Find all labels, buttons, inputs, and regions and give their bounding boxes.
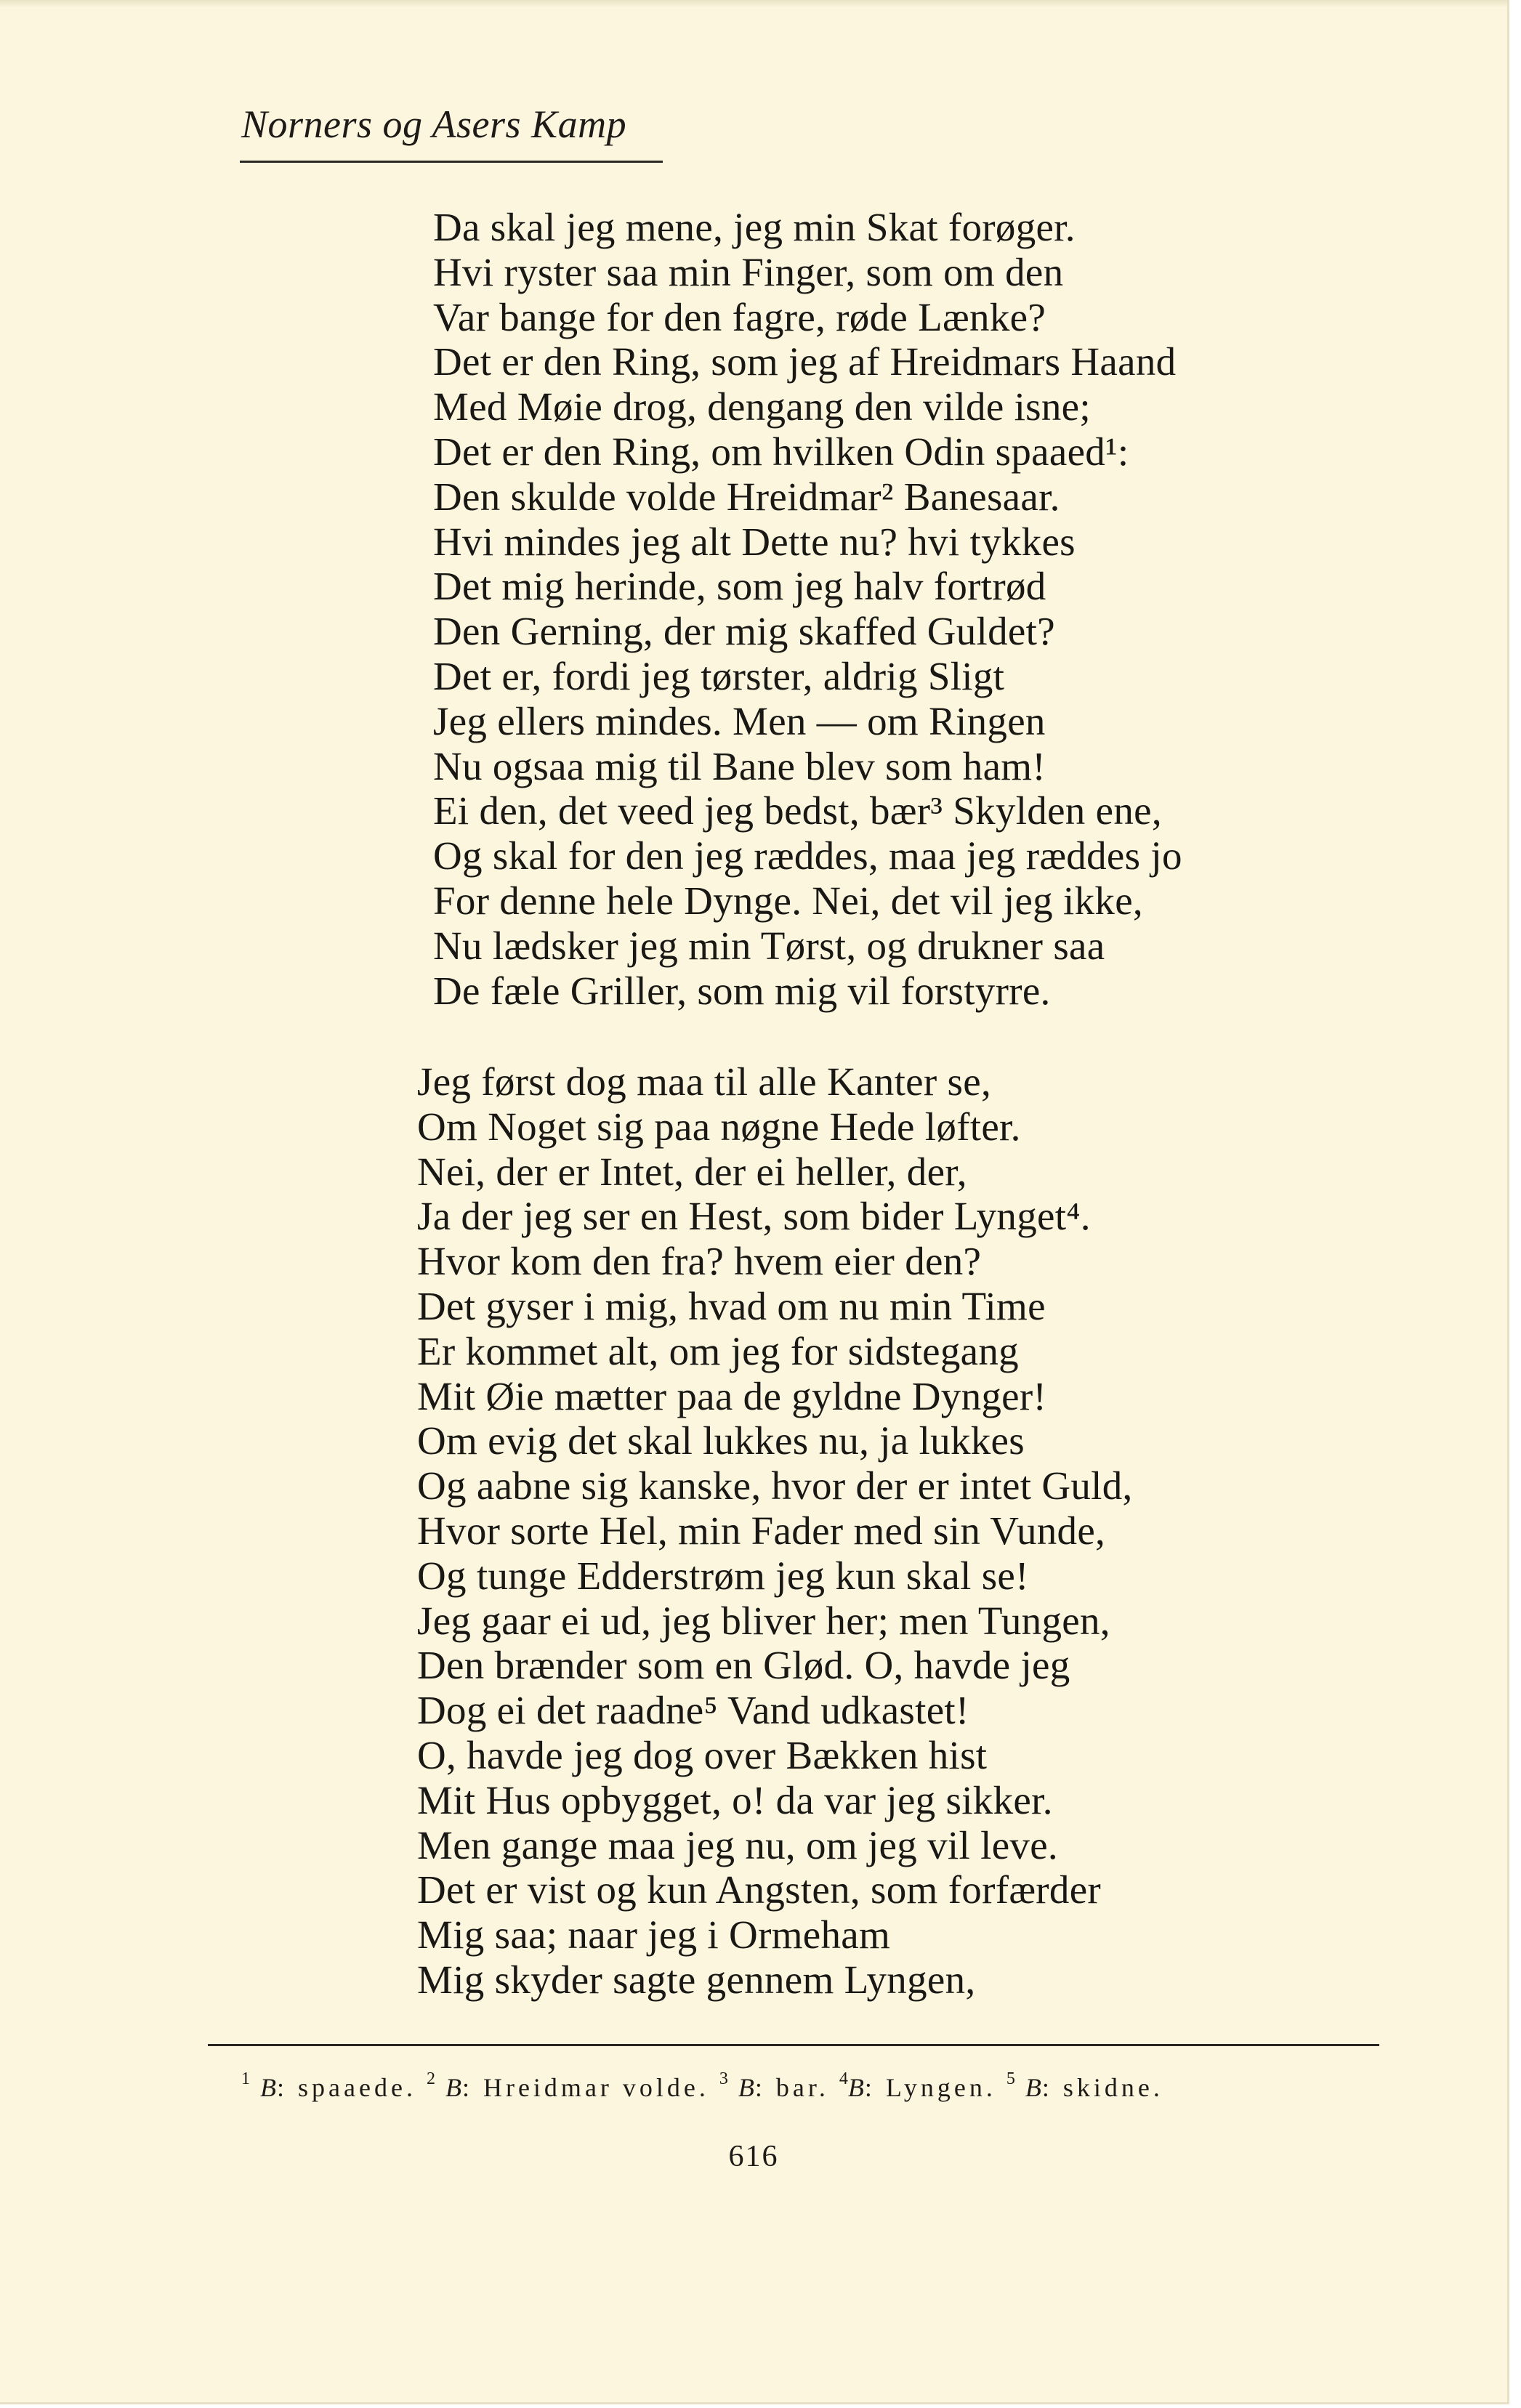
- verse-line: Om Noget sig paa nøgne Hede løfter.: [417, 1104, 1021, 1149]
- footnote: $^2$ B: Hreidmar volde.: [426, 2069, 709, 2102]
- footnote-rule: [208, 2044, 1379, 2046]
- footnote-text: skidne.: [1062, 2073, 1163, 2102]
- footnote-mark: 2: [426, 2069, 435, 2088]
- verse-line: De fæle Griller, som mig vil forstyrre.: [433, 968, 1051, 1013]
- running-head: Norners og Asers Kamp: [241, 102, 627, 146]
- verse-line: Nei, der er Intet, der ei heller, der,: [417, 1149, 967, 1194]
- verse-line: Det er vist og kun Angsten, som forfærder: [417, 1867, 1102, 1912]
- footnote: $^5$ B: skidne.: [1006, 2069, 1163, 2102]
- verse-line: Med Møie drog, dengang den vilde isne;: [433, 384, 1091, 429]
- footnote-mark: 5: [1006, 2069, 1015, 2088]
- verse-line: Nu lædsker jeg min Tørst, og drukner saa: [433, 923, 1105, 968]
- verse-line: Hvi mindes jeg alt Dette nu? hvi tykkes: [433, 519, 1076, 564]
- verse-line: Den brænder som en Glød. O, havde jeg: [417, 1643, 1070, 1688]
- verse-line: Mit Øie mætter paa de gyldne Dynger!: [417, 1373, 1047, 1418]
- verse-line: Den Gerning, der mig skaffed Guldet?: [433, 609, 1055, 654]
- verse-line: Det er den Ring, om hvilken Odin spaaed¹:: [433, 429, 1129, 474]
- footnote: $^3$ B: bar.: [719, 2069, 829, 2102]
- footnote-source: B: [847, 2073, 865, 2102]
- verse-line: Den skulde volde Hreidmar² Banesaar.: [433, 474, 1060, 519]
- verse-line: Da skal jeg mene, jeg min Skat forøger.: [433, 205, 1076, 249]
- stanza-2: [417, 1059, 1133, 2003]
- running-head-underline: [240, 161, 663, 163]
- footnote-text: Hreidmar volde.: [483, 2073, 709, 2102]
- verse-line: Dog ei det raadne⁵ Vand udkastet!: [417, 1688, 969, 1733]
- footnote-mark: 3: [719, 2069, 728, 2088]
- verse-line: Det er den Ring, som jeg af Hreidmars Haand: [433, 339, 1177, 384]
- verse-line: Hvi ryster saa min Finger, som om den: [433, 249, 1064, 294]
- footnote-mark: 4: [839, 2069, 848, 2088]
- verse-line: Ei den, det veed jeg bedst, bær³ Skylden ene,: [433, 788, 1162, 833]
- verse-line: Mig skyder sagte gennem Lyngen,: [417, 1957, 976, 2002]
- footnote-source: B: [738, 2073, 755, 2102]
- verse-line: Mit Hus opbygget, o! da var jeg sikker.: [417, 1777, 1053, 1822]
- footnote: $^1$ B: spaaede.: [241, 2069, 416, 2102]
- footnote-text: spaaede.: [298, 2073, 416, 2102]
- verse-line: Det mig herinde, som jeg halv fortrød: [433, 564, 1046, 609]
- verse-line: Og aabne sig kanske, hvor der er intet Guld,: [417, 1463, 1133, 1508]
- footnote-text: bar.: [775, 2073, 829, 2102]
- footnote-source: B: [260, 2073, 277, 2102]
- verse-line: Hvor kom den fra? hvem eier den?: [417, 1239, 982, 1284]
- verse-line: Og skal for den jeg ræddes, maa jeg ræddes jo: [433, 833, 1182, 878]
- footnote-text: Lyngen.: [885, 2073, 996, 2102]
- verse-line: Hvor sorte Hel, min Fader med sin Vunde,: [417, 1508, 1106, 1553]
- page-number: 616: [728, 2140, 779, 2173]
- verse-line: Og tunge Edderstrøm jeg kun skal se!: [417, 1553, 1029, 1598]
- verse-line: Det gyser i mig, hvad om nu min Time: [417, 1283, 1046, 1328]
- verse-line: Jeg først dog maa til alle Kanter se,: [417, 1059, 992, 1104]
- footnote-source: B: [1025, 2073, 1042, 2102]
- verse-line: Om evig det skal lukkes nu, ja lukkes: [417, 1418, 1025, 1463]
- stanza-1: [433, 205, 1182, 1013]
- verse-line: Jeg gaar ei ud, jeg bliver her; men Tungen,: [417, 1598, 1110, 1643]
- verse-line: O, havde jeg dog over Bækken hist: [417, 1732, 988, 1777]
- footnote: $^4$B: Lyngen.: [839, 2069, 996, 2102]
- verse-line: Ja der jeg ser en Hest, som bider Lynget⁴.: [417, 1194, 1091, 1239]
- verse-line: Det er, fordi jeg tørster, aldrig Sligt: [433, 653, 1005, 698]
- page-edge-shadow: [0, 0, 1507, 7]
- footnote-mark: 1: [241, 2069, 250, 2088]
- verse-line: Nu ogsaa mig til Bane blev som ham!: [433, 743, 1046, 788]
- verse-line: Jeg ellers mindes. Men — om Ringen: [433, 698, 1046, 743]
- verse-line: Var bange for den fagre, røde Lænke?: [433, 294, 1046, 339]
- verse-line: Er kommet alt, om jeg for sidstegang: [417, 1328, 1019, 1373]
- verse-line: Men gange maa jeg nu, om jeg vil leve.: [417, 1822, 1058, 1867]
- verse-line: Mig saa; naar jeg i Ormeham: [417, 1912, 891, 1957]
- verse-line: For denne hele Dynge. Nei, det vil jeg ikke,: [433, 878, 1143, 923]
- footnotes: [241, 2069, 1163, 2103]
- footnote-source: B: [445, 2073, 462, 2102]
